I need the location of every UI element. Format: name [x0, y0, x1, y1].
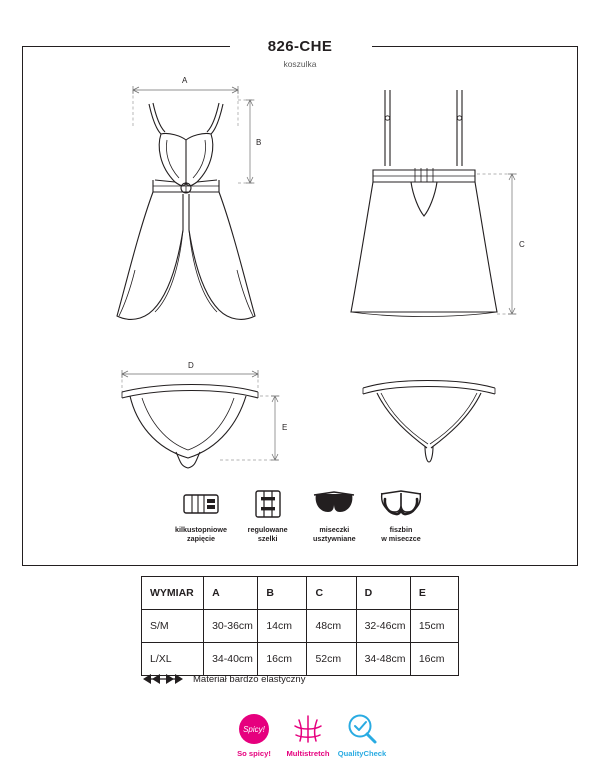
feature-icon-row	[170, 486, 432, 543]
badge-label: So spicy!	[237, 749, 271, 758]
table-cell-size: S/M	[142, 610, 204, 643]
padded-cups-icon	[303, 486, 365, 522]
hook-and-eye-closure-icon	[170, 486, 232, 522]
frame-left-edge	[22, 46, 23, 566]
badge-label: QualityCheck	[337, 749, 387, 758]
table-row	[142, 610, 459, 643]
multistretch-badge-icon	[282, 712, 334, 746]
table-header-cell: WYMIAR	[142, 577, 204, 610]
feature-label-line1: miseczki	[319, 525, 350, 534]
table-header-cell: D	[356, 577, 410, 610]
feature-label-line2: w miseczce	[381, 534, 421, 543]
table-cell: 48cm	[307, 610, 356, 643]
dim-label-d: D	[188, 361, 194, 370]
dim-label-e: E	[282, 423, 288, 432]
table-header-cell: C	[307, 577, 356, 610]
dim-label-a: A	[182, 76, 188, 85]
table-cell: 30-36cm	[204, 610, 258, 643]
feature-adjustable-straps	[237, 486, 299, 543]
svg-text:Spicy!: Spicy!	[243, 725, 265, 734]
feature-label-line2: zapięcie	[187, 534, 215, 543]
stretch-note-label: Materiał bardzo elastyczny	[193, 673, 306, 685]
feature-label-line1: regulowane	[247, 525, 288, 534]
feature-padded-cups	[303, 486, 365, 543]
table-header-row	[142, 577, 459, 610]
table-cell-size: L/XL	[142, 643, 204, 676]
stretch-note	[141, 673, 471, 685]
front-view-drawing	[95, 70, 290, 340]
page-subtitle: koszulka	[283, 59, 317, 69]
table-cell: 14cm	[258, 610, 307, 643]
page-title: 826-CHE	[267, 38, 333, 55]
feature-label-line1: fiszbin	[389, 525, 413, 534]
size-table	[141, 576, 459, 676]
table-cell: 16cm	[410, 643, 458, 676]
spicy-badge-icon	[228, 712, 280, 746]
badge-multistretch	[282, 712, 334, 758]
badge-label: Multistretch	[286, 749, 330, 758]
feature-label-line2: usztywniane	[312, 534, 356, 543]
table-header-cell: A	[204, 577, 258, 610]
thong-front-drawing	[110, 360, 295, 475]
badge-so-spicy	[228, 712, 280, 758]
table-cell: 52cm	[307, 643, 356, 676]
feature-label-line1: kilkustopniowe	[175, 525, 227, 534]
frame-bottom-edge	[22, 565, 578, 566]
badge-quality-check	[336, 712, 388, 758]
frame-right-edge	[577, 46, 578, 566]
thong-back-drawing	[355, 370, 525, 470]
underwire-cups-icon	[370, 486, 432, 522]
table-cell: 34-40cm	[204, 643, 258, 676]
quality-check-badge-icon	[336, 712, 388, 746]
table-cell: 15cm	[410, 610, 458, 643]
feature-underwire-cups	[370, 486, 432, 543]
badge-row	[228, 712, 388, 758]
table-header-cell: E	[410, 577, 458, 610]
back-view-drawing	[345, 70, 555, 340]
feature-label-line2: szelki	[257, 534, 278, 543]
dim-label-b: B	[256, 138, 262, 147]
adjustable-straps-icon	[237, 486, 299, 522]
table-row	[142, 643, 459, 676]
feature-hook-and-eye-closure	[170, 486, 232, 543]
table-cell: 34-48cm	[356, 643, 410, 676]
table-header-cell: B	[258, 577, 307, 610]
table-cell: 16cm	[258, 643, 307, 676]
dim-label-c: C	[519, 240, 525, 249]
bidirectional-arrow-icon	[141, 673, 185, 685]
table-cell: 32-46cm	[356, 610, 410, 643]
